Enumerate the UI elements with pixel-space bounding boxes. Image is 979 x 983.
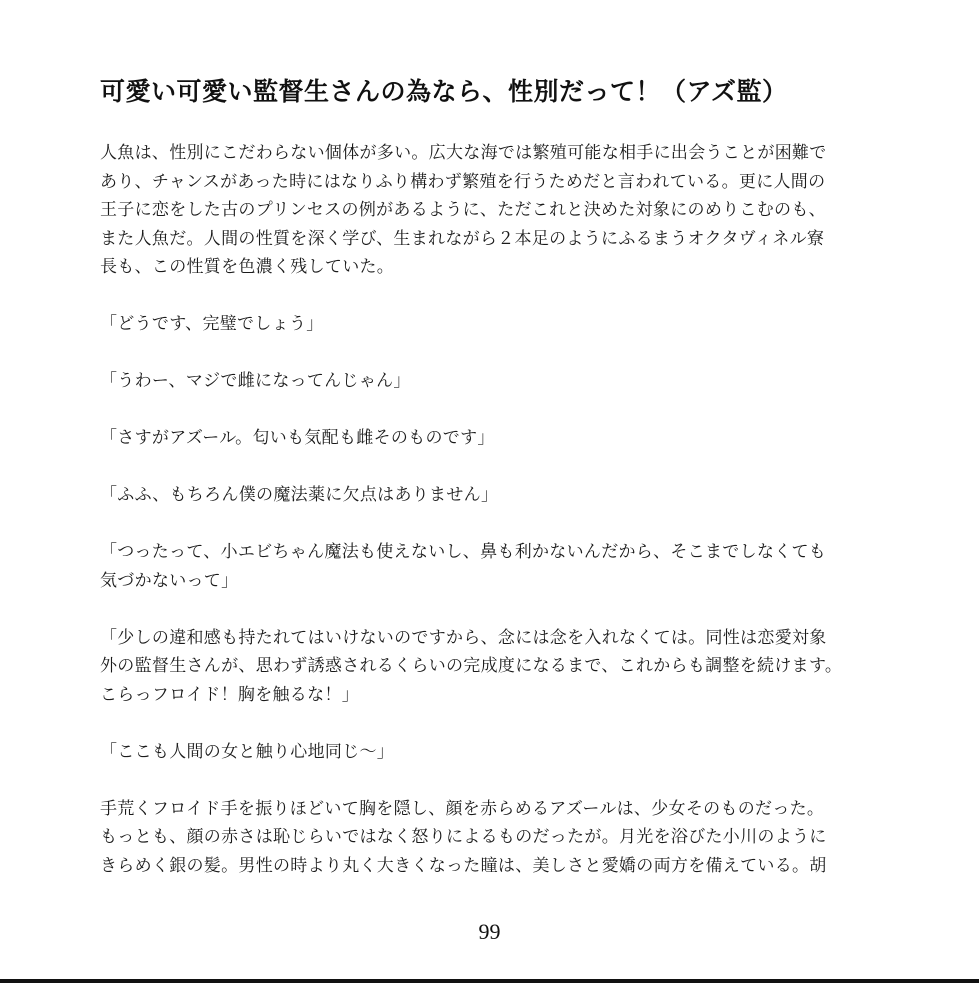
dialogue-line <box>100 538 890 595</box>
text-line: 「少しの違和感も持たれてはいけないのですから、念には念を入れなくては。同性は恋愛対象 <box>100 627 827 648</box>
body-text <box>100 139 890 909</box>
dialogue-line <box>100 624 890 710</box>
text-line: 「どうです、完璧でしょう」 <box>100 314 324 334</box>
text-line: 王子に恋をした古のプリンセスの例があるように、ただこれと決めた対象にのめりこむのも、 <box>100 200 826 220</box>
text-line: 「ここも人間の女と触り心地同じ〜」 <box>100 741 395 762</box>
paragraph-narration <box>100 795 890 881</box>
text-line: 「ふふ、もちろん僕の魔法薬に欠点はありません」 <box>100 485 499 505</box>
text-line: あり、チャンスがあった時にはなりふり構わず繁殖を行うためだと言われている。更に人間の <box>100 171 826 192</box>
dialogue-line <box>100 310 890 339</box>
text-line: 長も、この性質を色濃く残していた。 <box>100 257 395 277</box>
page-number: 99 <box>478 919 501 944</box>
text-line: 「さすがアズール。匂いも気配も雌そのものです」 <box>100 428 495 448</box>
text-line: 気づかないって」 <box>100 570 239 591</box>
text-line: また人魚だ。人間の性質を深く学び、生まれながら２本足のようにふるまうオクタヴィネル寮 <box>100 228 825 249</box>
text-line: 「つったって、小エビちゃん魔法も使えないし、鼻も利かないんだから、そこまでしなくても <box>100 542 827 562</box>
dialogue-line <box>100 481 890 510</box>
document-title: 可愛い可愛い監督生さんの為なら、性別だって！（アズ監） <box>100 77 788 106</box>
text-line: きらめく銀の髪。男性の時より丸く大きくなった瞳は、美しさと愛嬌の両方を備えている。胡 <box>100 855 827 876</box>
page-bottom-border <box>0 979 979 983</box>
dialogue-line <box>100 367 890 396</box>
text-line: もっとも、顔の赤さは恥じらいではなく怒りによるものだったが。月光を浴びた小川のように <box>100 827 827 847</box>
paragraph-intro <box>100 139 890 282</box>
dialogue-line <box>100 738 890 767</box>
text-line: 人魚は、性別にこだわらない個体が多い。広大な海では繁殖可能な相手に出会うことが困難で <box>100 143 827 163</box>
text-line: 「うわー、マジで雌になってんじゃん」 <box>100 371 411 391</box>
text-line: 手荒くフロイド手を振りほどいて胸を隠し、顔を赤らめるアズールは、少女そのものだった。 <box>100 798 825 819</box>
text-line: 外の監督生さんが、思わず誘惑されるくらいの完成度になるまで、これからも調整を続けます。 <box>100 656 843 676</box>
dialogue-line <box>100 424 890 453</box>
text-line: こらっフロイド！胸を触るな！」 <box>100 684 359 705</box>
